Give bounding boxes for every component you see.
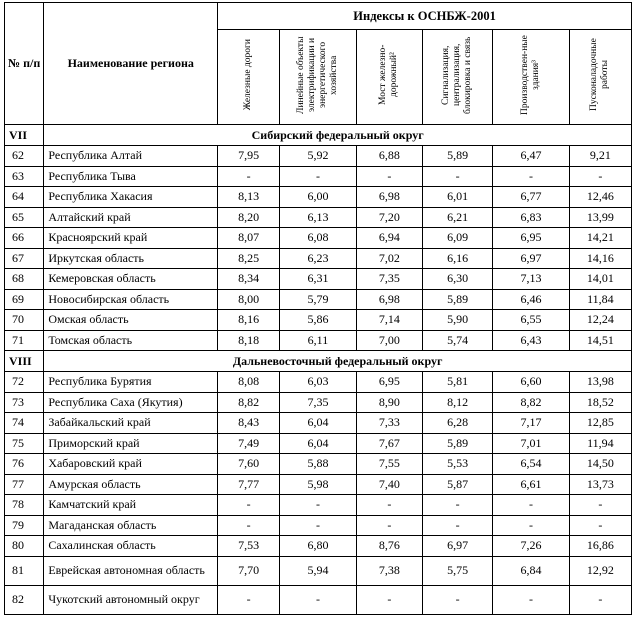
index-value: 7,67: [356, 433, 422, 454]
region-name: Камчатский край: [44, 495, 218, 516]
index-value: -: [356, 585, 422, 614]
row-number: 75: [5, 433, 44, 454]
region-name: Чукотский автономный округ: [44, 585, 218, 614]
index-value: 7,33: [356, 413, 422, 434]
index-value: 7,14: [356, 310, 422, 331]
index-value: 6,30: [422, 269, 492, 290]
table-body: [5, 125, 632, 615]
region-name: Забайкальский край: [44, 413, 218, 434]
index-value: 6,80: [280, 536, 357, 557]
index-value: 6,60: [493, 372, 570, 393]
index-value: 8,82: [218, 392, 280, 413]
index-value: 5,88: [280, 454, 357, 475]
index-value: 7,49: [218, 433, 280, 454]
region-name: Амурская область: [44, 474, 218, 495]
index-value: 7,01: [493, 433, 570, 454]
row-number: 81: [5, 556, 44, 585]
region-name: Приморский край: [44, 433, 218, 454]
index-value: 6,08: [280, 228, 357, 249]
index-value: 6,01: [422, 187, 492, 208]
index-value: 5,86: [280, 310, 357, 331]
row-number: 80: [5, 536, 44, 557]
header-region-name: Наименование региона: [44, 3, 218, 125]
row-number: 70: [5, 310, 44, 331]
district-number: VIII: [5, 351, 44, 372]
row-number: 65: [5, 207, 44, 228]
row-number: 68: [5, 269, 44, 290]
index-value: 7,17: [493, 413, 570, 434]
index-value: 14,21: [569, 228, 631, 249]
header-col-electrification: Линейные объекты электрификации и энергетического хозяйства: [280, 30, 357, 125]
region-name: Республика Бурятия: [44, 372, 218, 393]
index-value: 6,95: [356, 372, 422, 393]
row-number: 62: [5, 146, 44, 167]
index-value: 8,34: [218, 269, 280, 290]
table-row: [5, 433, 632, 454]
index-value: 5,87: [422, 474, 492, 495]
index-value: 7,55: [356, 454, 422, 475]
index-value: 8,16: [218, 310, 280, 331]
index-value: 6,94: [356, 228, 422, 249]
row-number: 67: [5, 248, 44, 269]
row-number: 64: [5, 187, 44, 208]
index-value: 7,95: [218, 146, 280, 167]
row-number: 78: [5, 495, 44, 516]
region-name: Алтайский край: [44, 207, 218, 228]
index-value: 14,50: [569, 454, 631, 475]
index-value: -: [569, 166, 631, 187]
index-value: 14,16: [569, 248, 631, 269]
index-value: 6,77: [493, 187, 570, 208]
table-row: [5, 372, 632, 393]
index-value: 7,38: [356, 556, 422, 585]
index-value: -: [280, 166, 357, 187]
index-value: 6,23: [280, 248, 357, 269]
index-value: 8,00: [218, 289, 280, 310]
index-value: -: [356, 166, 422, 187]
region-name: Республика Хакасия: [44, 187, 218, 208]
index-value: 5,89: [422, 289, 492, 310]
row-number: 71: [5, 330, 44, 351]
index-value: 6,16: [422, 248, 492, 269]
index-value: 6,09: [422, 228, 492, 249]
row-number: 79: [5, 515, 44, 536]
index-value: -: [493, 515, 570, 536]
index-value: 5,81: [422, 372, 492, 393]
index-value: 5,94: [280, 556, 357, 585]
index-value: 6,13: [280, 207, 357, 228]
index-value: 6,61: [493, 474, 570, 495]
index-value: 7,53: [218, 536, 280, 557]
table-row: [5, 289, 632, 310]
table-row: [5, 536, 632, 557]
index-value: 7,26: [493, 536, 570, 557]
index-value: 7,13: [493, 269, 570, 290]
table-row: [5, 495, 632, 516]
index-value: -: [569, 515, 631, 536]
index-value: 18,52: [569, 392, 631, 413]
row-number: 76: [5, 454, 44, 475]
region-name: Республика Тыва: [44, 166, 218, 187]
index-value: 7,00: [356, 330, 422, 351]
index-value: -: [422, 585, 492, 614]
index-value: 7,60: [218, 454, 280, 475]
index-value: 5,53: [422, 454, 492, 475]
index-value: 16,86: [569, 536, 631, 557]
index-value: 8,82: [493, 392, 570, 413]
index-value: -: [493, 495, 570, 516]
index-value: 6,03: [280, 372, 357, 393]
table-row: [5, 187, 632, 208]
table-row: [5, 248, 632, 269]
index-value: 6,98: [356, 187, 422, 208]
index-value: 6,04: [280, 413, 357, 434]
index-value: 8,13: [218, 187, 280, 208]
table-row: [5, 207, 632, 228]
table-row: [5, 585, 632, 614]
index-value: 7,77: [218, 474, 280, 495]
index-value: -: [218, 495, 280, 516]
region-name: Новосибирская область: [44, 289, 218, 310]
table-row: [5, 413, 632, 434]
index-value: 8,90: [356, 392, 422, 413]
index-value: 6,83: [493, 207, 570, 228]
index-value: 5,98: [280, 474, 357, 495]
index-value: 11,84: [569, 289, 631, 310]
table-row: [5, 474, 632, 495]
index-value: 8,12: [422, 392, 492, 413]
header-num: № п/п: [5, 3, 44, 125]
index-value: -: [493, 166, 570, 187]
district-row: [5, 351, 632, 372]
index-value: 11,94: [569, 433, 631, 454]
index-value: -: [356, 495, 422, 516]
header-index-group: Индексы к ОСНБЖ-2001: [218, 3, 632, 30]
index-value: 13,73: [569, 474, 631, 495]
index-value: 6,95: [493, 228, 570, 249]
index-value: 12,85: [569, 413, 631, 434]
table-row: [5, 228, 632, 249]
index-value: 6,55: [493, 310, 570, 331]
header-col-railways: Железные дороги: [218, 30, 280, 125]
region-name: Хабаровский край: [44, 454, 218, 475]
table-row: [5, 454, 632, 475]
table-row: [5, 146, 632, 167]
header-col-industrial-buildings: Производствен-ные здания³: [493, 30, 570, 125]
row-number: 73: [5, 392, 44, 413]
index-value: 12,92: [569, 556, 631, 585]
index-value: 6,43: [493, 330, 570, 351]
index-value: 8,76: [356, 536, 422, 557]
region-name: Иркутская область: [44, 248, 218, 269]
district-row: [5, 125, 632, 146]
index-value: 12,46: [569, 187, 631, 208]
index-value: 5,79: [280, 289, 357, 310]
district-title: Дальневосточный федеральный округ: [44, 351, 632, 372]
index-value: 5,74: [422, 330, 492, 351]
index-value: 8,20: [218, 207, 280, 228]
index-value: 7,02: [356, 248, 422, 269]
row-number: 82: [5, 585, 44, 614]
index-value: 5,89: [422, 146, 492, 167]
table-row: [5, 269, 632, 290]
index-value: 5,90: [422, 310, 492, 331]
region-name: Омская область: [44, 310, 218, 331]
index-value: 14,01: [569, 269, 631, 290]
row-number: 77: [5, 474, 44, 495]
header-col-commissioning: Пусконаладочные работы: [569, 30, 631, 125]
index-value: 5,75: [422, 556, 492, 585]
index-value: 7,35: [280, 392, 357, 413]
region-name: Красноярский край: [44, 228, 218, 249]
index-value: -: [218, 515, 280, 536]
index-value: 13,99: [569, 207, 631, 228]
index-value: 6,47: [493, 146, 570, 167]
header-col-railway-bridge: Мост железно-дорожный²: [356, 30, 422, 125]
district-number: VII: [5, 125, 44, 146]
region-name: Кемеровская область: [44, 269, 218, 290]
index-value: 6,00: [280, 187, 357, 208]
index-value: 7,40: [356, 474, 422, 495]
index-value: 6,54: [493, 454, 570, 475]
index-value: 8,25: [218, 248, 280, 269]
table-row: [5, 310, 632, 331]
index-value: 13,98: [569, 372, 631, 393]
region-name: Магаданская область: [44, 515, 218, 536]
index-value: -: [422, 515, 492, 536]
index-value: 6,21: [422, 207, 492, 228]
index-value: -: [422, 495, 492, 516]
index-value: -: [569, 495, 631, 516]
index-value: 6,28: [422, 413, 492, 434]
index-value: 6,88: [356, 146, 422, 167]
row-number: 66: [5, 228, 44, 249]
index-value: -: [569, 585, 631, 614]
region-name: Сахалинская область: [44, 536, 218, 557]
index-value: 6,97: [422, 536, 492, 557]
row-number: 74: [5, 413, 44, 434]
index-value: 5,89: [422, 433, 492, 454]
index-value: 6,97: [493, 248, 570, 269]
index-value: 8,08: [218, 372, 280, 393]
regional-index-table: [4, 2, 632, 615]
index-value: 6,11: [280, 330, 357, 351]
index-value: 7,20: [356, 207, 422, 228]
table-row: [5, 330, 632, 351]
index-value: 8,07: [218, 228, 280, 249]
index-value: -: [218, 585, 280, 614]
index-value: -: [493, 585, 570, 614]
index-value: -: [280, 495, 357, 516]
index-value: 14,51: [569, 330, 631, 351]
index-value: 6,84: [493, 556, 570, 585]
index-value: 8,18: [218, 330, 280, 351]
table-row: [5, 556, 632, 585]
table-row: [5, 515, 632, 536]
index-value: 6,31: [280, 269, 357, 290]
header-col-signalling: Сигнализация, централизация, блокировка и связь: [422, 30, 492, 125]
index-value: 7,35: [356, 269, 422, 290]
index-value: -: [422, 166, 492, 187]
index-value: -: [356, 515, 422, 536]
region-name: Республика Алтай: [44, 146, 218, 167]
index-value: 8,43: [218, 413, 280, 434]
index-value: -: [218, 166, 280, 187]
index-value: 12,24: [569, 310, 631, 331]
table-row: [5, 392, 632, 413]
index-value: -: [280, 515, 357, 536]
index-value: 6,98: [356, 289, 422, 310]
index-value: -: [280, 585, 357, 614]
table-row: [5, 166, 632, 187]
region-name: Еврейская автономная область: [44, 556, 218, 585]
row-number: 69: [5, 289, 44, 310]
index-value: 6,46: [493, 289, 570, 310]
region-name: Томская область: [44, 330, 218, 351]
index-value: 9,21: [569, 146, 631, 167]
row-number: 72: [5, 372, 44, 393]
district-title: Сибирский федеральный округ: [44, 125, 632, 146]
index-value: 5,92: [280, 146, 357, 167]
row-number: 63: [5, 166, 44, 187]
index-value: 7,70: [218, 556, 280, 585]
region-name: Республика Саха (Якутия): [44, 392, 218, 413]
index-value: 6,04: [280, 433, 357, 454]
